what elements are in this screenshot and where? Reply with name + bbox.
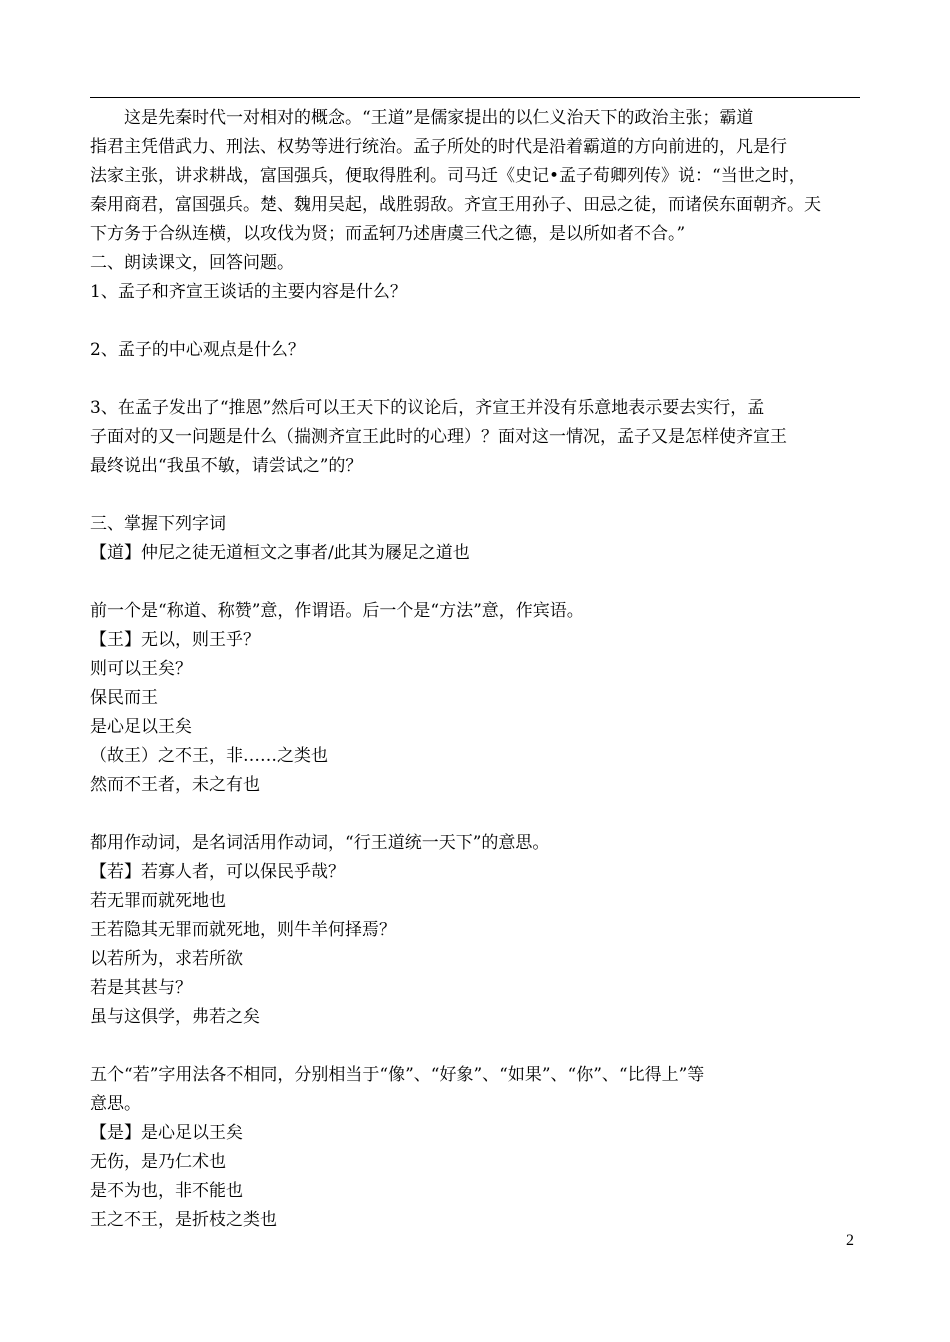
header-rule [90, 97, 860, 98]
question-3-line: 3、在孟子发出了“推恩”然后可以王天下的议论后，齐宣王并没有乐意地表示要去实行，孟 [90, 398, 765, 418]
question-3-line: 子面对的又一问题是什么（揣测齐宣王此时的心理）？面对这一情况，孟子又是怎样使齐宣王 [90, 427, 787, 447]
page-content [90, 104, 860, 1235]
example-line: 保民而王 [90, 688, 158, 708]
question-2: 2、孟子的中心观点是什么？ [90, 340, 305, 360]
page-number: 2 [846, 1232, 854, 1249]
intro-line: 秦用商君，富国强兵。楚、魏用吴起，战胜弱敌。齐宣王用孙子、田忌之徒，而诸侯东面朝齐。天 [90, 195, 821, 215]
answer-space [90, 481, 860, 510]
example-line: 则可以王矣？ [90, 659, 192, 679]
example-line: 【是】是心足以王矣 [90, 1123, 243, 1143]
example-line: 若无罪而就死地也 [90, 891, 226, 911]
question-1: 1、孟子和齐宣王谈话的主要内容是什么？ [90, 282, 407, 302]
example-line: 【王】无以，则王乎？ [90, 630, 260, 650]
explanation-note: 前一个是“称道、称赞”意，作谓语。后一个是“方法”意，作宾语。 [90, 601, 584, 621]
example-line: 是不为也，非不能也 [90, 1181, 243, 1201]
answer-space [90, 307, 860, 336]
example-line: 若是其甚与？ [90, 978, 192, 998]
example-line: 王若隐其无罪而就死地，则牛羊何择焉？ [90, 920, 396, 940]
example-line: 是心足以王矣 [90, 717, 192, 737]
example-line: 虽与这俱学，弗若之矣 [90, 1007, 260, 1027]
example-line: 以若所为，求若所欲 [90, 949, 243, 969]
intro-line: 指君主凭借武力、刑法、权势等进行统治。孟子所处的时代是沿着霸道的方向前进的，凡是行 [90, 137, 787, 157]
answer-space [90, 365, 860, 394]
intro-line: 这是先秦时代一对相对的概念。“王道”是儒家提出的以仁义治天下的政治主张；霸道 [124, 108, 754, 128]
section-heading: 二、朗读课文，回答问题。 [90, 253, 294, 273]
explanation-note: 五个“若”字用法各不相同，分别相当于“像”、“好象”、“如果”、“你”、“比得上”等 [90, 1065, 705, 1085]
example-line: 王之不王，是折枝之类也 [90, 1210, 277, 1230]
example-line: （故王）之不王，非……之类也 [90, 746, 328, 766]
intro-line: 下方务于合纵连横，以攻伐为贤；而孟轲乃述唐虞三代之德，是以所如者不合。” [90, 224, 686, 244]
example-line: 无伤，是乃仁术也 [90, 1152, 226, 1172]
intro-line: 法家主张，讲求耕战，富国强兵，便取得胜利。司马迁《史记•孟子荀卿列传》说：“当世之时， [90, 166, 806, 186]
explanation-note: 都用作动词，是名词活用作动词，“行王道统一天下”的意思。 [90, 833, 550, 853]
example-line: 【道】仲尼之徒无道桓文之事者/此其为屦足之道也 [90, 543, 470, 563]
explanation-note: 意思。 [90, 1094, 141, 1114]
section-heading: 三、掌握下列字词 [90, 514, 226, 534]
example-line: 然而不王者，未之有也 [90, 775, 260, 795]
example-line: 【若】若寡人者，可以保民乎哉？ [90, 862, 345, 882]
question-3-line: 最终说出“我虽不敏，请尝试之”的？ [90, 456, 363, 476]
